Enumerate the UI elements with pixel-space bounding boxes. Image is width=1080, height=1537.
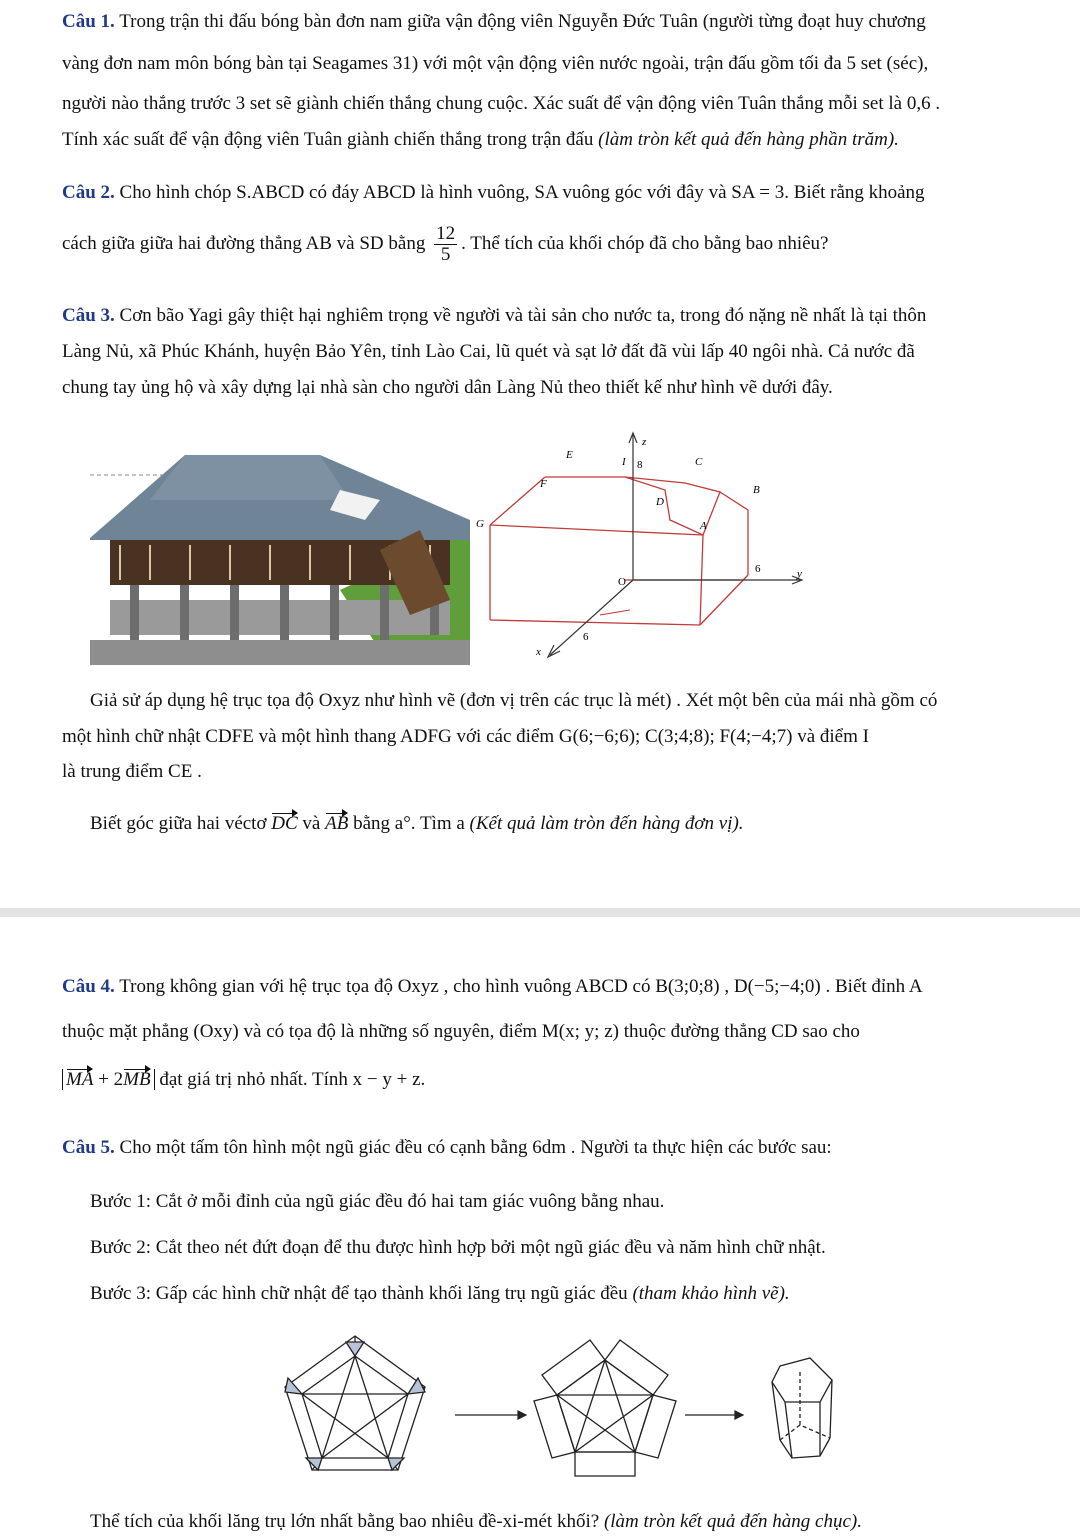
- label-G: G: [476, 518, 484, 530]
- pentagon-steps-figure: [280, 1330, 840, 1480]
- arrow-1: [455, 1411, 526, 1419]
- label-C: C: [695, 456, 703, 468]
- q4-text3: đạt giá trị nhỏ nhất. Tính x − y + z.: [159, 1069, 426, 1090]
- q5-step1: Bước 1: Cắt ở mỗi đỉnh của ngũ giác đều đó hai tam giác vuông bằng nhau.: [90, 1191, 665, 1212]
- q1-line1: [62, 10, 926, 34]
- q4-label: Câu 4.: [62, 976, 115, 997]
- q5-label: Câu 5.: [62, 1137, 115, 1158]
- q5-step3: [90, 1282, 790, 1306]
- q3-text1: Cơn bão Yagi gây thiệt hại nghiêm trọng về người và tài sản cho nước ta, trong đó nặng nề nhất là tại thôn: [119, 305, 927, 326]
- q1-line3: người nào thắng trước 3 set sẽ giành chiến thắng chung cuộc. Xác suất để vận động viên Tuân thắng mỗi set là 0,6 .: [62, 93, 941, 114]
- section-divider: [0, 908, 1080, 917]
- q1-text4: Tính xác suất để vận động viên Tuân giành chiến thắng trong trận đấu: [62, 129, 594, 150]
- q3-line7: [90, 812, 744, 836]
- q4-line1: [62, 975, 923, 999]
- q5-text1: Cho một tấm tôn hình một ngũ giác đều có cạnh bằng 6dm . Người ta thực hiện các bước sau:: [119, 1137, 832, 1158]
- q5-final-text: Thể tích của khối lăng trụ lớn nhất bằng bao nhiêu đề-xi-mét khối?: [90, 1511, 600, 1532]
- vector-ma: MA: [66, 1069, 94, 1090]
- label-B: B: [753, 484, 760, 496]
- q3-line5: một hình chữ nhật CDFE và một hình thang ADFG với các điểm G(6;−6;6); C(3;4;8); F(4;−4;7) và điểm I: [62, 726, 869, 747]
- q5-step3-note: (tham khảo hình vẽ).: [632, 1283, 790, 1304]
- q3-line2: Làng Nủ, xã Phúc Khánh, huyện Bảo Yên, tỉnh Lào Cai, lũ quét và sạt lở đất đã vùi lấp 40 ngôi nhà. Cả nước đã: [62, 341, 915, 362]
- label-I: I: [622, 456, 626, 468]
- q5-final: [90, 1510, 862, 1534]
- pentagon-with-rectangles: [534, 1340, 676, 1476]
- stilt-house-illustration: [90, 440, 470, 665]
- q3-note: (Kết quả làm tròn đến hàng đơn vị).: [469, 813, 744, 834]
- label-6-y: 6: [755, 563, 761, 575]
- q1-note: (làm tròn kết quả đến hàng phần trăm).: [598, 129, 899, 150]
- q5-step2: Bước 2: Cắt theo nét đứt đoạn để thu được hình hợp bởi một ngũ giác đều và năm hình chữ nhật.: [90, 1237, 826, 1258]
- q1-label: Câu 1.: [62, 11, 115, 32]
- q1-line4: [62, 128, 899, 152]
- q4-abs-mid: + 2: [93, 1069, 124, 1090]
- q3-text7c: bằng a°. Tìm a: [353, 813, 465, 834]
- q3-text7a: Biết góc giữa hai véctơ: [90, 813, 267, 834]
- q3-line1: [62, 304, 926, 328]
- q3-text7b: và: [302, 813, 321, 834]
- coordinate-diagram: [470, 425, 830, 660]
- q2-frac-den: 5: [440, 244, 451, 266]
- q2-text2: cách giữa giữa hai đường thẳng AB và SD bằng: [62, 233, 426, 254]
- q4-line2: thuộc mặt phẳng (Oxy) và có tọa độ là những số nguyên, điểm M(x; y; z) thuộc đường thẳng CD sao cho: [62, 1021, 860, 1042]
- q1-text1: Trong trận thi đấu bóng bàn đơn nam giữa vận động viên Nguyễn Đức Tuân (người từng đoạt huy chương: [119, 11, 926, 32]
- label-x: x: [536, 646, 541, 658]
- q3-line3: chung tay ủng hộ và xây dựng lại nhà sàn cho người dân Làng Nủ theo thiết kế như hình vẽ dưới đây.: [62, 377, 833, 398]
- label-E: E: [566, 449, 573, 461]
- q5-step3-text: Bước 3: Gấp các hình chữ nhật để tạo thành khối lăng trụ ngũ giác đều: [90, 1283, 628, 1304]
- vector-dc: DC: [271, 813, 298, 834]
- q2-line1: [62, 181, 925, 205]
- q2-line2: [62, 222, 829, 266]
- label-F: F: [540, 478, 547, 490]
- q4-abs-expression: [62, 1069, 155, 1090]
- pentagon-with-triangles: [285, 1336, 425, 1470]
- vector-mb: MB: [123, 1069, 151, 1090]
- label-y: y: [797, 568, 802, 580]
- q4-line3: [62, 1068, 425, 1092]
- arrow-2: [685, 1411, 743, 1419]
- q3-line6: là trung điểm CE .: [62, 761, 202, 782]
- q2-fraction: [434, 224, 457, 265]
- label-O: O: [618, 576, 626, 588]
- label-D: D: [656, 496, 664, 508]
- q1-line2: vàng đơn nam môn bóng bàn tại Seagames 31) với một vận động viên nước ngoài, trận đấu gồm tối đa 5 set (séc),: [62, 53, 929, 74]
- q4-text1: Trong không gian với hệ trục tọa độ Oxyz , cho hình vuông ABCD có B(3;0;8) , D(−5;−4;0) . Biết đỉnh A: [119, 976, 923, 997]
- label-6-x: 6: [583, 631, 589, 643]
- pentagonal-prism: [772, 1358, 832, 1458]
- q5-final-note: (làm tròn kết quả đến hàng chục).: [603, 1511, 862, 1532]
- q2-label: Câu 2.: [62, 182, 115, 203]
- q2-frac-num: 12: [436, 223, 456, 245]
- q5-line1: [62, 1136, 832, 1160]
- q2-text3: . Thể tích của khối chóp đã cho bằng bao nhiêu?: [461, 233, 829, 254]
- q2-text1: Cho hình chóp S.ABCD có đáy ABCD là hình vuông, SA vuông góc với đây và SA = 3. Biết rằng khoảng: [119, 182, 925, 203]
- vector-ab: AB: [325, 813, 349, 834]
- label-z: z: [642, 436, 647, 448]
- label-A: A: [700, 520, 707, 532]
- label-8: 8: [637, 459, 643, 471]
- q3-label: Câu 3.: [62, 305, 115, 326]
- q3-line4: Giả sử áp dụng hệ trục tọa độ Oxyz như hình vẽ (đơn vị trên các trục là mét) . Xét một bên của mái nhà gồm có: [90, 690, 938, 711]
